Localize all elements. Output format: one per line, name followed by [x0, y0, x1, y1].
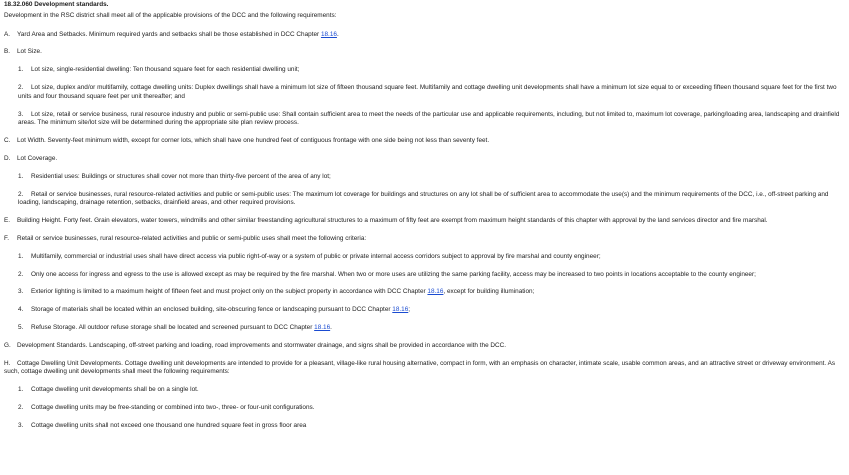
item-d2	[4, 191, 845, 209]
item-h3	[4, 422, 845, 431]
item-label: 3.	[18, 110, 24, 118]
subsection-text: Lot Width. Seventy-feet minimum width, except for corner lots, which shall have one hundred feet of contiguous frontage with one side being not less than seventy feet.	[17, 137, 490, 145]
subsection-b	[4, 48, 845, 57]
item-f1	[4, 253, 845, 262]
chapter-link[interactable]: 18.16	[320, 30, 337, 38]
subsection-text: Building Height. Forty feet. Grain elevators, water towers, windmills and other similar freestanding agricultural structures to a maximum of fifty feet are exempt from maximum height standards of this chapter with approval by the land services director and fire marshal.	[17, 217, 768, 225]
item-text: Refuse Storage. All outdoor refuse storage shall be located and screened pursuant to DCC Chapter	[31, 323, 315, 331]
chapter-link[interactable]: 18.16	[392, 306, 409, 314]
item-text: Lot size, single-residential dwelling: Ten thousand square feet for each residential dwelling unit;	[31, 66, 300, 74]
item-text: Cottage dwelling units shall not exceed one thousand one hundred square feet in gross floor area	[31, 421, 307, 429]
subsection-text: Yard Area and Setbacks. Minimum required yards and setbacks shall be those established in DCC Chapter	[17, 30, 321, 38]
item-text: Residential uses: Buildings or structures shall cover not more than thirty-five percent of the area of any lot;	[31, 172, 331, 180]
subsection-a	[4, 31, 845, 40]
subsection-text: Lot Size.	[17, 48, 42, 56]
item-text: Cottage dwelling units may be free-standing or combined into two-, three- or four-unit configurations.	[31, 403, 315, 411]
item-h2	[4, 404, 845, 413]
item-label: 2.	[18, 403, 24, 411]
subsection-text: Development Standards. Landscaping, off-street parking and loading, road improvements and stormwater drainage, and signs shall be provided in accordance with the DCC.	[17, 341, 507, 349]
item-label: 2.	[18, 83, 24, 91]
subsection-text: Lot Coverage.	[17, 154, 58, 162]
subsection-f	[4, 235, 845, 244]
subsection-label: C.	[4, 137, 11, 145]
item-b3	[4, 111, 845, 129]
item-text: Only one access for ingress and egress to the use is allowed except as may be required by the fire marshal. When two or more uses are utilizing the same parking facility, access may be increased to two points in locations acceptable to the county engineer;	[31, 270, 756, 278]
item-b2	[4, 84, 845, 102]
subsection-d	[4, 155, 845, 164]
subsection-c	[4, 137, 845, 146]
subsection-label: F.	[4, 234, 9, 242]
item-label: 4.	[18, 306, 24, 314]
item-f2	[4, 271, 845, 280]
item-b1	[4, 66, 845, 75]
item-label: 1.	[18, 252, 24, 260]
item-text-end: , except for building illumination;	[443, 288, 535, 296]
item-label: 1.	[18, 66, 24, 74]
item-text: Retail or service businesses, rural resource-related activities and public or semi-public uses: The maximum lot coverage for buildings and structures on any lot shall be of sufficient area to accommodate the use(s) and the minimum requirements of the DCC, i.e., off-street parking and loading, landscaping, drainage retention, setbacks, drainfield areas, and other required provisions.	[18, 190, 829, 207]
item-f4	[4, 306, 845, 315]
subsection-g	[4, 342, 845, 351]
item-f5	[4, 324, 845, 333]
item-label: 2.	[18, 270, 24, 278]
item-text: Storage of materials shall be located within an enclosed building, site-obscuring fence or landscaping pursuant to DCC Chapter	[31, 306, 393, 314]
subsection-label: G.	[4, 341, 11, 349]
item-label: 1.	[18, 386, 24, 394]
item-text: Lot size, retail or service business, rural resource industry and public or semi-public use: Shall contain sufficient area to meet the needs of the particular use and applicable requirements, including, but not limited to, maximum lot coverage, parking/loading area, landscaping and drainfield areas. The minimum site/lot size will be determined during the appropriate site plan review process.	[18, 110, 840, 127]
subsection-h	[4, 360, 845, 378]
item-label: 3.	[18, 421, 24, 429]
item-label: 1.	[18, 172, 24, 180]
item-text: Lot size, duplex and/or multifamily, cottage dwelling units: Duplex dwellings shall have a minimum lot size of fifteen thousand square feet. Multifamily and cottage dwelling unit developments shall have a minimum lot size equal to or exceeding fifteen thousand square feet for the first two units and four thousand square feet per unit thereafter; and	[18, 83, 837, 100]
item-label: 5.	[18, 323, 24, 331]
subsection-label: B.	[4, 48, 11, 56]
subsection-text: Cottage Dwelling Unit Developments. Cottage dwelling unit developments are intended to provide for a pleasant, village-like rural housing alternative, compact in form, with an emphasis on character, intimate scale, usable common areas, and an attractive street or driveway environment. As such, cottage dwelling unit developments shall meet the following requirements:	[4, 359, 836, 376]
item-d1	[4, 173, 845, 182]
item-f3	[4, 288, 845, 297]
subsection-text: Retail or service businesses, rural resource-related activities and public or semi-public uses shall meet the following criteria:	[17, 234, 367, 242]
item-text-end: ;	[408, 306, 411, 314]
subsection-e	[4, 217, 845, 226]
item-text-end: .	[330, 323, 332, 331]
subsection-label: D.	[4, 154, 11, 162]
chapter-link[interactable]: 18.16	[314, 323, 331, 331]
section-intro: Development in the RSC district shall meet all of the applicable provisions of the DCC and the following requirements:	[4, 11, 337, 19]
subsection-label: A.	[4, 30, 11, 38]
subsection-text-end: .	[336, 30, 339, 38]
item-h1	[4, 386, 845, 395]
item-label: 2.	[18, 190, 24, 198]
item-text: Exterior lighting is limited to a maximum height of fifteen feet and must project only on the subject property in accordance with DCC Chapter	[31, 288, 428, 296]
item-text: Cottage dwelling unit developments shall be on a single lot.	[31, 386, 199, 394]
item-text: Multifamily, commercial or industrial uses shall have direct access via public right-of-way or a system of public or private internal access corridors subject to approval by fire marshal and county engineer;	[31, 252, 601, 260]
subsection-label: E.	[4, 217, 11, 225]
item-label: 3.	[18, 288, 24, 296]
subsection-label: H.	[4, 359, 11, 367]
section-title: 18.32.060 Development standards.	[4, 1, 109, 8]
chapter-link[interactable]: 18.16	[427, 288, 444, 296]
